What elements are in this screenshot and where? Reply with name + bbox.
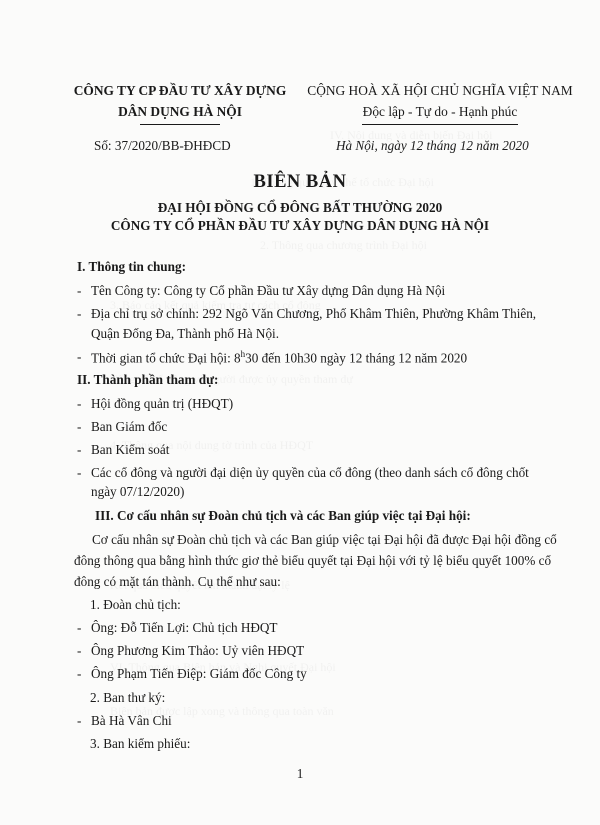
attendee-item: Ban Giám đốc <box>91 419 168 434</box>
secretary-member: Bà Hà Vân Chi <box>91 713 172 728</box>
bullet-dash: - <box>77 306 82 321</box>
section-heading-attendees: II. Thành phần tham dự: <box>77 372 219 387</box>
meeting-title: ĐẠI HỘI ĐỒNG CỔ ĐÔNG BẤT THƯỜNG 2020 <box>157 200 443 215</box>
meeting-time-suffix: 30 đến 10h30 ngày 12 tháng 12 năm 2020 <box>245 350 468 366</box>
presidium-member: Ông Phương Kim Thảo: Uỷ viên HĐQT <box>91 643 305 658</box>
page-number: 1 <box>296 766 304 781</box>
presidium-member: Ông: Đỗ Tiến Lợi: Chủ tịch HĐQT <box>91 620 278 635</box>
address-line1: Địa chỉ trụ sở chính: 292 Ngõ Văn Chương, Phố Khâm Thiên, Phường Khâm Thiên, <box>91 306 537 321</box>
place-date: Hà Nội, ngày 12 tháng 12 năm 2020 <box>336 138 529 153</box>
company-name-line1: CÔNG TY CP ĐẦU TƯ XÂY DỰNG <box>73 83 287 98</box>
bullet-dash: - <box>77 620 82 635</box>
company-full-title: CÔNG TY CỔ PHẦN ĐẦU TƯ XÂY DỰNG DÂN DỤNG HÀ NỘI <box>110 218 490 233</box>
document-number: Số: 37/2020/BB-ĐHĐCD <box>94 138 231 153</box>
shareholders-line2: ngày 07/12/2020) <box>91 484 185 499</box>
motto-underline <box>362 124 518 125</box>
shareholders-line1: Các cổ đông và người đại diện ủy quyền của cổ đông (theo danh sách cổ đông chốt <box>91 465 529 480</box>
bleed-through-text <box>260 238 427 253</box>
paragraph-line2: đông thông qua bằng hình thức giơ thẻ biểu quyết tại Đại hội với tỷ lệ biểu quyết 100% cổ <box>74 553 552 568</box>
paragraph-line1: Cơ cấu nhân sự Đoàn chủ tịch và các Ban giúp việc tại Đại hội đã được Đại hội đồng cổ <box>92 532 557 547</box>
meeting-time-item <box>91 349 467 366</box>
bullet-dash: - <box>77 419 82 434</box>
bullet-dash: - <box>77 283 82 298</box>
republic-title: CỘNG HOÀ XÃ HỘI CHỦ NGHĨA VIỆT NAM <box>307 83 573 98</box>
bullet-dash: - <box>77 465 82 480</box>
bullet-dash: - <box>77 396 82 411</box>
company-name-line2: DÂN DỤNG HÀ NỘI <box>118 104 242 119</box>
address-line2: Quận Đống Đa, Thành phố Hà Nội. <box>91 326 280 341</box>
counting-committee-heading: 3. Ban kiểm phiếu: <box>90 736 191 751</box>
attendee-item: Hội đồng quản trị (HĐQT) <box>91 396 234 411</box>
paragraph-line3: đông có mặt tán thành. Cụ thể như sau: <box>74 574 281 589</box>
section-heading-presidium: III. Cơ cấu nhân sự Đoàn chủ tịch và các Ban giúp việc tại Đại hội: <box>95 508 471 523</box>
bullet-dash: - <box>77 643 82 658</box>
company-name-item: Tên Công ty: Công ty Cổ phần Đầu tư Xây dựng Dân dụng Hà Nội <box>91 283 446 298</box>
meeting-time-prefix: Thời gian tổ chức Đại hội: 8 <box>91 350 241 366</box>
bullet-dash: - <box>77 442 82 457</box>
attendee-item: Ban Kiểm soát <box>91 442 170 457</box>
bullet-dash: - <box>77 349 82 364</box>
section-heading-general-info: I. Thông tin chung: <box>77 259 186 274</box>
presidium-heading: 1. Đoàn chủ tịch: <box>90 597 181 612</box>
national-motto: Độc lập - Tự do - Hạnh phúc <box>362 104 518 119</box>
bullet-dash: - <box>77 666 82 681</box>
bullet-dash: - <box>77 713 82 728</box>
meeting-time-sup: h <box>240 349 246 359</box>
secretary-heading: 2. Ban thư ký: <box>90 690 166 705</box>
header-left-underline <box>140 124 220 125</box>
presidium-member: Ông Phạm Tiến Điệp: Giám đốc Công ty <box>91 666 307 681</box>
document-title: BIÊN BẢN <box>253 172 347 192</box>
